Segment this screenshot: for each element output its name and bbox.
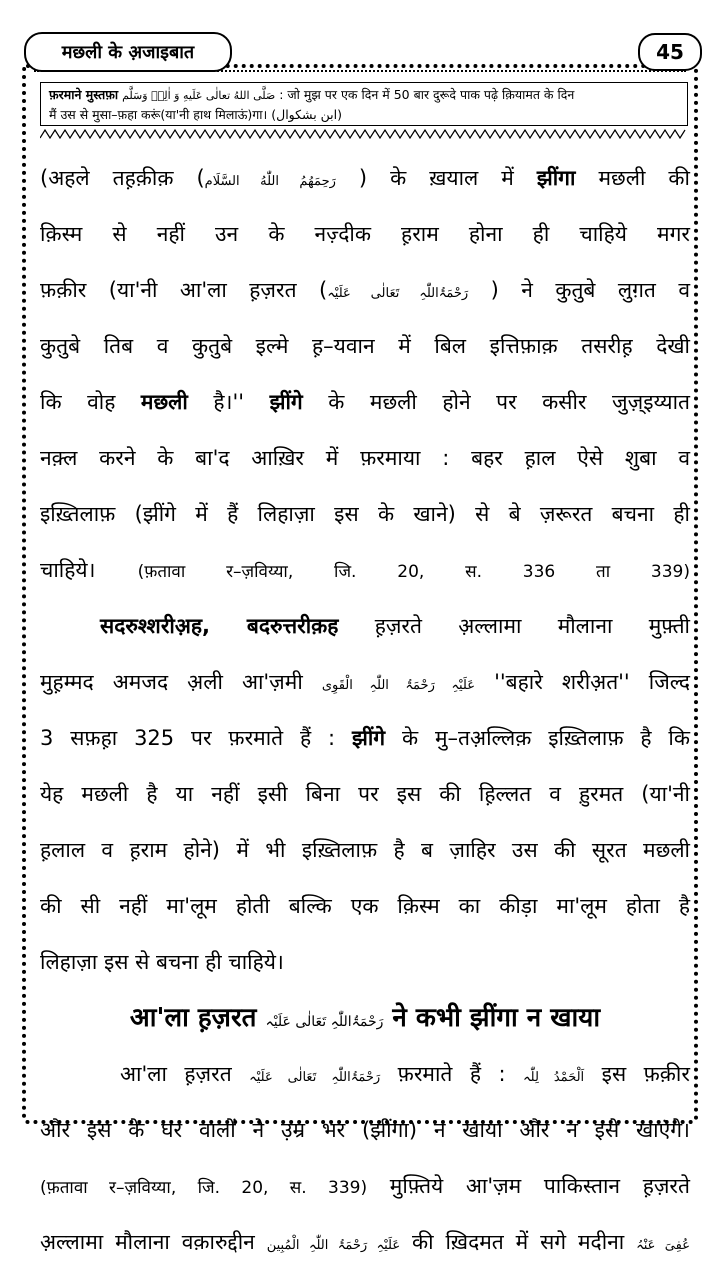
text-line: लिहाज़ा इस से बचना ही चाहिये।: [40, 950, 284, 974]
text-span: फ़क़ीर (या'नी आ'ला ह़ज़रत: [40, 278, 297, 302]
arabic-phrase: عُفِیَ عَنْہُ: [636, 1238, 690, 1253]
text-line: फ़क़ीर (या'नी आ'ला ह़ज़रत (رَحْمَۃُاللّٰہِ تَعَالٰی عَلَیْہ ) ने कुतुबे लुग़त व: [40, 278, 690, 302]
text-span: के मछली होने पर कसीर जुज़्इय्यात: [328, 390, 690, 414]
text-span: ''बहारे शरीअ़त'' जिल्द: [494, 670, 690, 694]
text-span: ) के ख़याल में: [358, 166, 514, 190]
arabic-honorific: رَحْمَۃُاللّٰہِ تَعَالٰی عَلَیْہ: [249, 1070, 381, 1085]
section-heading: [40, 990, 690, 1046]
text-span: मुफ़्तिये आ'ज़म पाकिस्तान ह़ज़रते: [389, 1174, 690, 1198]
text-span: फ़रमाते हैं :: [397, 1062, 506, 1086]
text-line: और इस के घर वालों ने उ़म्र भर (झींगा) न खाया और न इसे खाएंगे।: [40, 1118, 690, 1142]
hadith-notice: [40, 82, 688, 126]
notice-line-2: मैं उस से मुसा–फ़हा करूं(या'नी हाथ मिलाऊं)गा। (ابن بشكوال): [49, 107, 343, 122]
text-line: [40, 1046, 690, 1102]
text-span: आ'ला ह़ज़रत: [120, 1062, 232, 1086]
citation: (फ़तावा र–ज़विय्या, जि. 20, स. 339): [40, 1178, 368, 1198]
text-line: क़िस्म से नहीं उन के नज़्दीक ह़राम होना ही चाहिये मगर: [40, 222, 690, 246]
notice-line-1: [49, 85, 679, 105]
text-line: [40, 654, 690, 710]
arabic-honorific: عَلَیْہِ رَحْمَۃُ اللّٰہِ الْمُبِین: [266, 1238, 401, 1253]
bold-term: झींगा: [536, 166, 576, 190]
text-line: [40, 1158, 690, 1214]
text-span: ह़ज़रते अ़ल्लामा मौलाना मुफ़्ती: [374, 614, 690, 638]
arabic-honorific: عَلَیْہِ رَحْمَۃُ اللّٰہِ الْقَوِی: [321, 678, 475, 693]
text-span: चाहिये।: [40, 558, 96, 582]
bold-term: झींगे: [269, 390, 303, 414]
text-span: इस फ़क़ीर: [601, 1062, 690, 1086]
bold-term: मछली: [140, 390, 188, 414]
text-span: अ़ल्लामा मौलाना वक़ारुद्दीन: [40, 1230, 255, 1254]
text-span: 3 सफ़ह़ा 325 पर फ़रमाते हैं :: [40, 726, 336, 750]
text-line: इख़्तिलाफ़ (झींगे में हैं लिहाज़ा इस के खाने) से बे ज़रूरत बचना ही: [40, 502, 690, 526]
text-span: मुह़म्मद अमजद अ़ली आ'ज़मी: [40, 670, 303, 694]
text-span: (अहले तह़क़ीक़: [40, 166, 174, 190]
text-line: येह मछली है या नहीं इसी बिना पर इस की ह़िल्लत व ह़ुरमत (या'नी: [40, 782, 690, 806]
text-line: नक़्ल करने के बा'द आख़िर में फ़रमाया : बहर ह़ाल ऐसे शुबा व: [40, 446, 690, 470]
heading-part: आ'ला ह़ज़रत: [129, 1003, 257, 1033]
arabic-honorific: رَحْمَۃُاللّٰہِ تَعَالٰی عَلَیْہ: [265, 1014, 384, 1030]
citation: (फ़तावा र–ज़विय्या, जि. 20, स. 336 ता 339): [137, 562, 690, 582]
text-span: ) ने कुतुबे लुग़त व: [490, 278, 690, 302]
arabic-honorific: رَحِمَهُمُ اللّٰهُ السَّلَام: [204, 174, 336, 189]
book-title: मछली के अ़जाइबात: [24, 32, 232, 72]
text-line: [40, 1214, 690, 1270]
text-span: के मु–तअ़ल्लिक़ इख़्तिलाफ़ है कि: [402, 726, 690, 750]
text-line: कुतुबे तिब व कुतुबे इल्मे ह़–यवान में बिल इत्तिफ़ाक़ तसरीह़ देखी: [40, 334, 690, 358]
bold-term: सदरुश्शरीअ़ह, बदरुत्तरीक़ह: [100, 614, 339, 638]
zigzag-divider: [40, 128, 688, 140]
page-number: 45: [638, 33, 702, 71]
text-line: [40, 374, 690, 430]
notice-lead: फ़रमाने मुस्तफ़ा: [49, 87, 119, 102]
text-line: (अहले तह़क़ीक़ (رَحِمَهُمُ اللّٰهُ السَّلَام ) के ख़याल में झींगा मछली की: [40, 166, 690, 190]
text-span: है।'': [213, 390, 245, 414]
text-span: कि वोह: [40, 390, 116, 414]
text-span: मछली की: [598, 166, 690, 190]
arabic-phrase: اَلْحَمْدُ لِلّٰہ: [523, 1070, 585, 1085]
text-span: की ख़िदमत में सगे मदीना: [412, 1230, 625, 1254]
arabic-honorific: رَحْمَۃُاللّٰہِ تَعَالٰی عَلَیْہ: [327, 286, 469, 301]
bold-term: झींगे: [351, 726, 386, 750]
notice-text-1: : जो मुझ पर एक दिन में 50 बार दुरूदे पाक पढ़े क़ियामत के दिन: [279, 87, 575, 102]
text-line: [40, 542, 690, 598]
text-line: की सी नहीं मा'लूम होती बल्कि एक क़िस्म का कीड़ा मा'लूम होता है: [40, 894, 690, 918]
heading-part: ने कभी झींगा न खाया: [392, 1003, 601, 1033]
text-line: ह़लाल व ह़राम होने) में भी इख़्तिलाफ़ है ब ज़ाहिर उस की सूरत मछली: [40, 838, 690, 862]
text-line: [40, 598, 690, 654]
notice-salat: صَلَّی اللهُ تعالٰی عَلَیهِ وَ اٰلِهٖ وَسَلَّم: [122, 89, 276, 102]
text-line: [40, 710, 690, 766]
